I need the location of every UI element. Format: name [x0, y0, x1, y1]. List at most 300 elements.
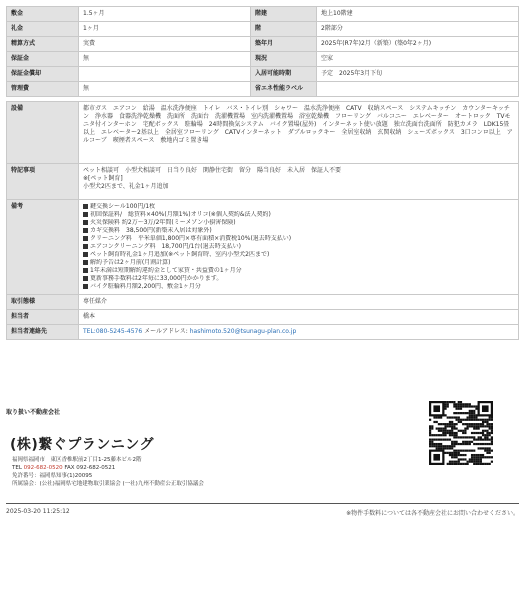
qr-module: [460, 458, 462, 460]
qr-module: [478, 419, 480, 421]
qr-module: [451, 425, 453, 427]
qr-module: [473, 425, 475, 427]
contact-row: [7, 325, 519, 340]
qr-module: [429, 443, 431, 445]
summary-value: 空家: [317, 52, 519, 67]
qr-module: [455, 427, 457, 429]
qr-module: [455, 463, 457, 465]
square-bullet-icon: [83, 260, 88, 265]
remark-text: カギ交換料 38,500円(新築未入居は対象外): [90, 227, 212, 234]
summary-label: 保証金: [7, 52, 79, 67]
qr-module: [451, 456, 453, 458]
qr-module: [491, 443, 493, 445]
qr-module: [442, 447, 444, 449]
summary-table: [6, 6, 519, 97]
qr-module: [464, 450, 466, 452]
qr-module: [473, 414, 475, 416]
qr-module: [460, 412, 462, 414]
qr-module: [486, 450, 488, 452]
qr-module: [460, 405, 462, 407]
qr-module: [473, 419, 475, 421]
qr-module: [475, 432, 477, 434]
qr-module: [436, 421, 438, 423]
qr-module: [436, 416, 438, 418]
qr-module: [469, 410, 471, 412]
qr-module: [482, 419, 484, 421]
qr-module: [473, 458, 475, 460]
qr-module: [486, 432, 488, 434]
qr-module: [455, 419, 457, 421]
qr-module: [449, 452, 451, 454]
qr-module: [460, 419, 462, 421]
contact-email-link[interactable]: hashimoto.520@tsunagu-plan.co.jp: [189, 328, 297, 335]
qr-module: [484, 463, 486, 465]
qr-module: [429, 434, 431, 436]
qr-module: [449, 439, 451, 441]
qr-module: [462, 463, 464, 465]
qr-module: [486, 425, 488, 427]
qr-module: [480, 443, 482, 445]
qr-module: [440, 430, 442, 432]
qr-module: [455, 403, 457, 405]
page-footer: [6, 508, 519, 515]
summary-row: [7, 7, 519, 22]
summary-label: 省エネ性能ラベル: [251, 82, 317, 97]
remark-line: [83, 259, 514, 267]
qr-module: [489, 416, 491, 418]
qr-module: [444, 439, 446, 441]
square-bullet-icon: [83, 276, 88, 281]
qr-module: [478, 443, 480, 445]
qr-module: [447, 425, 449, 427]
qr-module: [464, 403, 466, 405]
qr-module: [462, 430, 464, 432]
qr-module: [467, 427, 469, 429]
qr-module: [455, 434, 457, 436]
qr-module: [467, 425, 469, 427]
qr-module: [436, 434, 438, 436]
square-bullet-icon: [83, 236, 88, 241]
qr-module: [480, 436, 482, 438]
qr-module: [453, 443, 455, 445]
qr-module: [462, 450, 464, 452]
agent-tel-line: [12, 464, 204, 472]
summary-row: [7, 22, 519, 37]
summary-row: [7, 82, 519, 97]
qr-module: [462, 443, 464, 445]
remark-line: [83, 235, 514, 243]
qr-module: [462, 403, 464, 405]
qr-module: [460, 443, 462, 445]
qr-module: [451, 401, 453, 403]
summary-label: 階: [251, 22, 317, 37]
transaction-value: 専任媒介: [79, 295, 519, 310]
qr-module: [471, 436, 473, 438]
qr-module: [471, 423, 473, 425]
qr-module: [480, 419, 482, 421]
qr-module: [469, 414, 471, 416]
qr-module: [473, 410, 475, 412]
qr-module: [475, 414, 477, 416]
remark-text: 鍵交換シール100円/1枚: [90, 203, 156, 210]
qr-module: [464, 454, 466, 456]
qr-module: [475, 456, 477, 458]
qr-module: [455, 450, 457, 452]
qr-module: [489, 456, 491, 458]
qr-module: [475, 461, 477, 463]
qr-module: [442, 445, 444, 447]
qr-module: [451, 432, 453, 434]
qr-module: [489, 439, 491, 441]
qr-module: [458, 454, 460, 456]
qr-module: [442, 427, 444, 429]
qr-module: [451, 447, 453, 449]
qr-module: [451, 427, 453, 429]
qr-module: [447, 452, 449, 454]
agent-fax: FAX 092-682-0521: [64, 465, 116, 471]
qr-module: [444, 405, 446, 407]
summary-row: [7, 37, 519, 52]
qr-module: [429, 427, 431, 429]
qr-module: [489, 463, 491, 465]
qr-module: [491, 430, 493, 432]
qr-module: [486, 456, 488, 458]
special-row: [7, 164, 519, 200]
qr-module: [471, 412, 473, 414]
qr-module: [473, 463, 475, 465]
qr-module: [458, 430, 460, 432]
qr-module: [444, 401, 446, 403]
qr-module: [433, 434, 435, 436]
qr-module: [489, 434, 491, 436]
remark-line: [83, 219, 514, 227]
square-bullet-icon: [83, 204, 88, 209]
qr-module: [475, 463, 477, 465]
qr-module: [482, 447, 484, 449]
qr-module: [444, 445, 446, 447]
qr-module: [480, 458, 482, 460]
qr-code-icon[interactable]: [429, 401, 493, 465]
qr-module: [451, 454, 453, 456]
qr-module: [458, 452, 460, 454]
qr-module: [453, 405, 455, 407]
qr-module: [480, 439, 482, 441]
qr-module: [449, 423, 451, 425]
remark-text: クリーニング料 平米単価1,800円×専有面積×消費税10%(退去時支払い): [90, 235, 292, 242]
qr-module: [449, 434, 451, 436]
qr-module: [447, 405, 449, 407]
qr-module: [455, 443, 457, 445]
qr-module: [484, 436, 486, 438]
qr-module: [447, 463, 449, 465]
qr-module: [482, 405, 489, 412]
qr-module: [458, 412, 460, 414]
contact-person-row: [7, 310, 519, 325]
qr-module: [473, 456, 475, 458]
qr-module: [451, 416, 453, 418]
qr-module: [469, 416, 471, 418]
qr-module: [453, 445, 455, 447]
summary-value: 無: [79, 52, 251, 67]
summary-value: 地上10階建: [317, 7, 519, 22]
qr-module: [491, 432, 493, 434]
special-line: ペット相談可 小型犬相談可 日当り良好 閑静住宅街 留分 陽当良好 未入居 保証人不要: [83, 167, 342, 174]
qr-module: [473, 436, 475, 438]
qr-module: [486, 419, 488, 421]
qr-module: [467, 423, 469, 425]
qr-module: [478, 447, 480, 449]
agent-license: 免許番号：福岡県知事(1)20095: [12, 473, 93, 479]
qr-module: [462, 412, 464, 414]
qr-module: [475, 423, 477, 425]
qr-module: [429, 445, 431, 447]
qr-module: [475, 439, 477, 441]
qr-module: [436, 447, 438, 449]
qr-module: [433, 454, 440, 461]
square-bullet-icon: [83, 220, 88, 225]
remark-line: [83, 275, 514, 283]
qr-module: [467, 441, 469, 443]
qr-module: [429, 425, 431, 427]
qr-module: [462, 405, 464, 407]
qr-module: [482, 439, 484, 441]
qr-module: [444, 447, 446, 449]
summary-value: 1ヶ月: [79, 22, 251, 37]
qr-module: [440, 416, 442, 418]
qr-module: [473, 432, 475, 434]
square-bullet-icon: [83, 252, 88, 257]
summary-label: 入居可能時期: [251, 67, 317, 82]
qr-module: [473, 443, 475, 445]
qr-module: [449, 421, 451, 423]
qr-module: [478, 436, 480, 438]
summary-value: [317, 82, 519, 97]
contact-person-value: 橋本: [79, 310, 519, 325]
qr-module: [467, 450, 469, 452]
remark-line: [83, 227, 514, 235]
summary-label: 礼金: [7, 22, 79, 37]
qr-module: [447, 430, 449, 432]
qr-module: [447, 447, 449, 449]
qr-module: [444, 427, 446, 429]
qr-module: [467, 461, 469, 463]
agent-tel-label: TEL: [12, 465, 22, 471]
qr-module: [486, 423, 488, 425]
qr-module: [438, 416, 440, 418]
qr-module: [484, 447, 486, 449]
qr-module: [438, 443, 440, 445]
qr-module: [484, 439, 486, 441]
qr-module: [469, 405, 471, 407]
qr-module: [451, 430, 453, 432]
qr-module: [491, 441, 493, 443]
qr-module: [442, 434, 444, 436]
remark-text: バイク駐輪料月額2,200円、敷金1ヶ月分: [90, 283, 201, 290]
qr-module: [491, 416, 493, 418]
qr-module: [453, 441, 455, 443]
qr-module: [455, 408, 457, 410]
qr-module: [460, 408, 462, 410]
qr-module: [491, 450, 493, 452]
qr-module: [451, 423, 453, 425]
qr-module: [464, 427, 466, 429]
qr-module: [440, 434, 442, 436]
qr-module: [453, 454, 455, 456]
qr-module: [436, 439, 438, 441]
qr-module: [451, 434, 453, 436]
qr-module: [469, 450, 471, 452]
square-bullet-icon: [83, 284, 88, 289]
remark-line: [83, 243, 514, 251]
qr-module: [460, 450, 462, 452]
qr-module: [453, 425, 455, 427]
qr-module: [444, 452, 446, 454]
qr-module: [469, 419, 471, 421]
remark-line: [83, 251, 514, 259]
remark-line: [83, 283, 514, 291]
qr-module: [480, 425, 482, 427]
qr-module: [469, 441, 471, 443]
qr-module: [484, 421, 486, 423]
qr-module: [444, 432, 446, 434]
qr-module: [464, 430, 466, 432]
qr-module: [462, 419, 464, 421]
qr-module: [471, 458, 473, 460]
qr-module: [469, 412, 471, 414]
summary-value: 予定 2025年3月下旬: [317, 67, 519, 82]
transaction-label: 取引態様: [7, 295, 79, 310]
qr-module: [433, 445, 435, 447]
qr-module: [458, 436, 460, 438]
qr-module: [440, 427, 442, 429]
qr-module: [478, 463, 480, 465]
qr-module: [475, 419, 477, 421]
agent-name: (株)繋ぐプランニング: [10, 437, 155, 453]
qr-module: [453, 427, 455, 429]
qr-module: [475, 454, 477, 456]
qr-module: [444, 434, 446, 436]
qr-module: [453, 450, 455, 452]
qr-module: [469, 425, 471, 427]
qr-module: [471, 405, 473, 407]
qr-module: [453, 432, 455, 434]
summary-label: 敷金: [7, 7, 79, 22]
special-label: 特記事項: [7, 164, 79, 200]
summary-label: 階建: [251, 7, 317, 22]
qr-module: [486, 463, 488, 465]
qr-module: [473, 439, 475, 441]
qr-module: [458, 450, 460, 452]
contact-tel[interactable]: TEL:080-5245-4576: [83, 328, 143, 335]
qr-module: [451, 452, 453, 454]
qr-module: [451, 443, 453, 445]
qr-module: [444, 425, 446, 427]
qr-module: [455, 423, 457, 425]
footer-timestamp: 2025-03-20 11:25:12: [6, 508, 70, 515]
qr-module: [473, 454, 475, 456]
square-bullet-icon: [83, 268, 88, 273]
qr-module: [453, 412, 455, 414]
qr-module: [453, 403, 455, 405]
remark-text: エアコンクリーニング料 18,700円/1台(退去時支払い): [90, 243, 241, 250]
qr-module: [489, 432, 491, 434]
qr-module: [491, 423, 493, 425]
qr-module: [469, 436, 471, 438]
qr-module: [455, 416, 457, 418]
qr-module: [455, 452, 457, 454]
remark-line: [83, 267, 514, 275]
qr-module: [433, 439, 435, 441]
qr-module: [447, 416, 449, 418]
remark-text: 解約予告は2ヶ月前(月割計算): [90, 259, 171, 266]
qr-module: [438, 447, 440, 449]
qr-module: [447, 401, 449, 403]
qr-module: [489, 450, 491, 452]
qr-module: [480, 432, 482, 434]
qr-module: [462, 432, 464, 434]
remark-text: ペット飼育時礼金1ヶ月追加(※ペット飼育時、室内小型犬2匹まで): [90, 251, 270, 258]
qr-module: [464, 458, 466, 460]
qr-module: [491, 461, 493, 463]
qr-module: [455, 441, 457, 443]
qr-module: [436, 445, 438, 447]
qr-module: [453, 436, 455, 438]
qr-module: [486, 447, 488, 449]
qr-module: [484, 434, 486, 436]
summary-row: [7, 52, 519, 67]
qr-module: [486, 421, 488, 423]
qr-module: [458, 408, 460, 410]
qr-module: [433, 405, 440, 412]
qr-module: [491, 436, 493, 438]
remark-line: [83, 203, 514, 211]
qr-module: [458, 401, 460, 403]
qr-module: [460, 454, 462, 456]
summary-value: 2025年(R7年)2月（新築）(築0年2ヶ月): [317, 37, 519, 52]
qr-module: [484, 450, 486, 452]
agent-tel[interactable]: 092-682-0520: [23, 465, 63, 471]
remark-text: 初回保証料/ 総賃料×40%(月額1%)オリコ(※個人契約&法人契約): [90, 211, 271, 218]
qr-module: [484, 419, 486, 421]
qr-module: [449, 454, 451, 456]
qr-module: [482, 454, 484, 456]
agent-section: [6, 407, 519, 504]
qr-module: [458, 405, 460, 407]
qr-module: [462, 423, 464, 425]
summary-label: 管理費: [7, 82, 79, 97]
qr-module: [442, 430, 444, 432]
qr-module: [458, 463, 460, 465]
qr-module: [480, 454, 482, 456]
qr-module: [486, 439, 488, 441]
contact-person-label: 担当者: [7, 310, 79, 325]
qr-module: [455, 461, 457, 463]
qr-module: [482, 443, 484, 445]
qr-module: [486, 434, 488, 436]
qr-module: [478, 423, 480, 425]
qr-module: [431, 425, 433, 427]
agent-association: 所属協会：(公社)福岡県宅地建物取引業協会 (一社)九州不動産公正取引協議会: [12, 481, 204, 487]
qr-module: [471, 456, 473, 458]
summary-label: 精算方式: [7, 37, 79, 52]
qr-module: [455, 412, 457, 414]
qr-module: [482, 430, 484, 432]
qr-module: [473, 416, 475, 418]
qr-module: [433, 443, 435, 445]
qr-module: [449, 416, 451, 418]
qr-module: [471, 414, 473, 416]
qr-module: [482, 434, 484, 436]
